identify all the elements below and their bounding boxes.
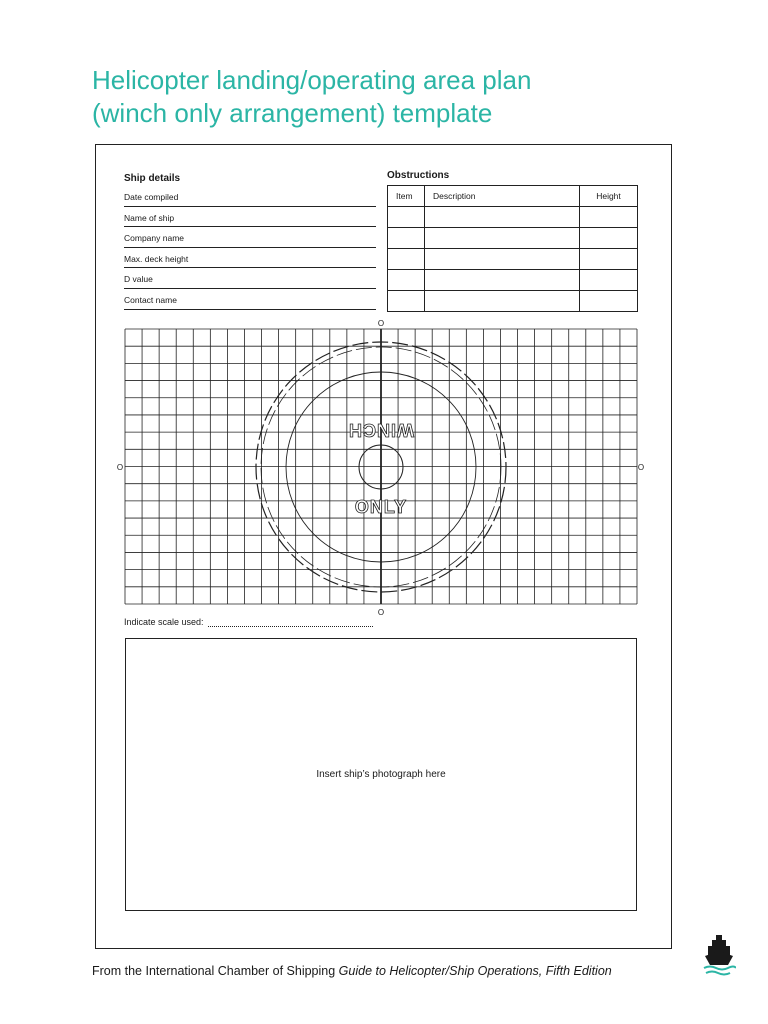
- winch-marking: WINCH: [348, 420, 414, 440]
- field-max-deck-height[interactable]: Max. deck height: [124, 248, 376, 269]
- obstructions-heading: Obstructions: [387, 170, 450, 181]
- field-contact-name[interactable]: Contact name: [124, 289, 376, 310]
- field-company-name[interactable]: Company name: [124, 227, 376, 248]
- scale-label: Indicate scale used:: [124, 617, 204, 627]
- ship-logo-icon: [702, 934, 736, 980]
- field-name-of-ship[interactable]: Name of ship: [124, 207, 376, 228]
- photo-placeholder-box[interactable]: [125, 638, 637, 911]
- scale-row: [124, 617, 373, 627]
- photo-placeholder-text: Insert ship’s photograph here: [316, 769, 446, 780]
- footer-credit: [92, 964, 612, 978]
- axis-marker-bottom: O: [377, 608, 385, 617]
- axis-marker-top: O: [377, 319, 385, 328]
- title-line-1: Helicopter landing/operating area plan: [92, 65, 532, 95]
- field-d-value[interactable]: D value: [124, 268, 376, 289]
- title-line-2: (winch only arrangement) template: [92, 98, 493, 128]
- column-description: Description: [425, 186, 580, 207]
- footer-publication: Guide to Helicopter/Ship Operations, Fifth Edition: [338, 964, 612, 978]
- column-height: Height: [580, 186, 638, 207]
- axis-marker-left: O: [116, 463, 124, 472]
- column-item: Item: [388, 186, 425, 207]
- only-marking: ONLY: [354, 497, 408, 517]
- footer-prefix: From the International Chamber of Shipping: [92, 964, 339, 978]
- field-date-compiled[interactable]: Date compiled: [124, 186, 376, 207]
- axis-marker-right: O: [637, 463, 645, 472]
- ship-details-heading: Ship details: [124, 173, 181, 184]
- scale-input-line[interactable]: [208, 619, 373, 627]
